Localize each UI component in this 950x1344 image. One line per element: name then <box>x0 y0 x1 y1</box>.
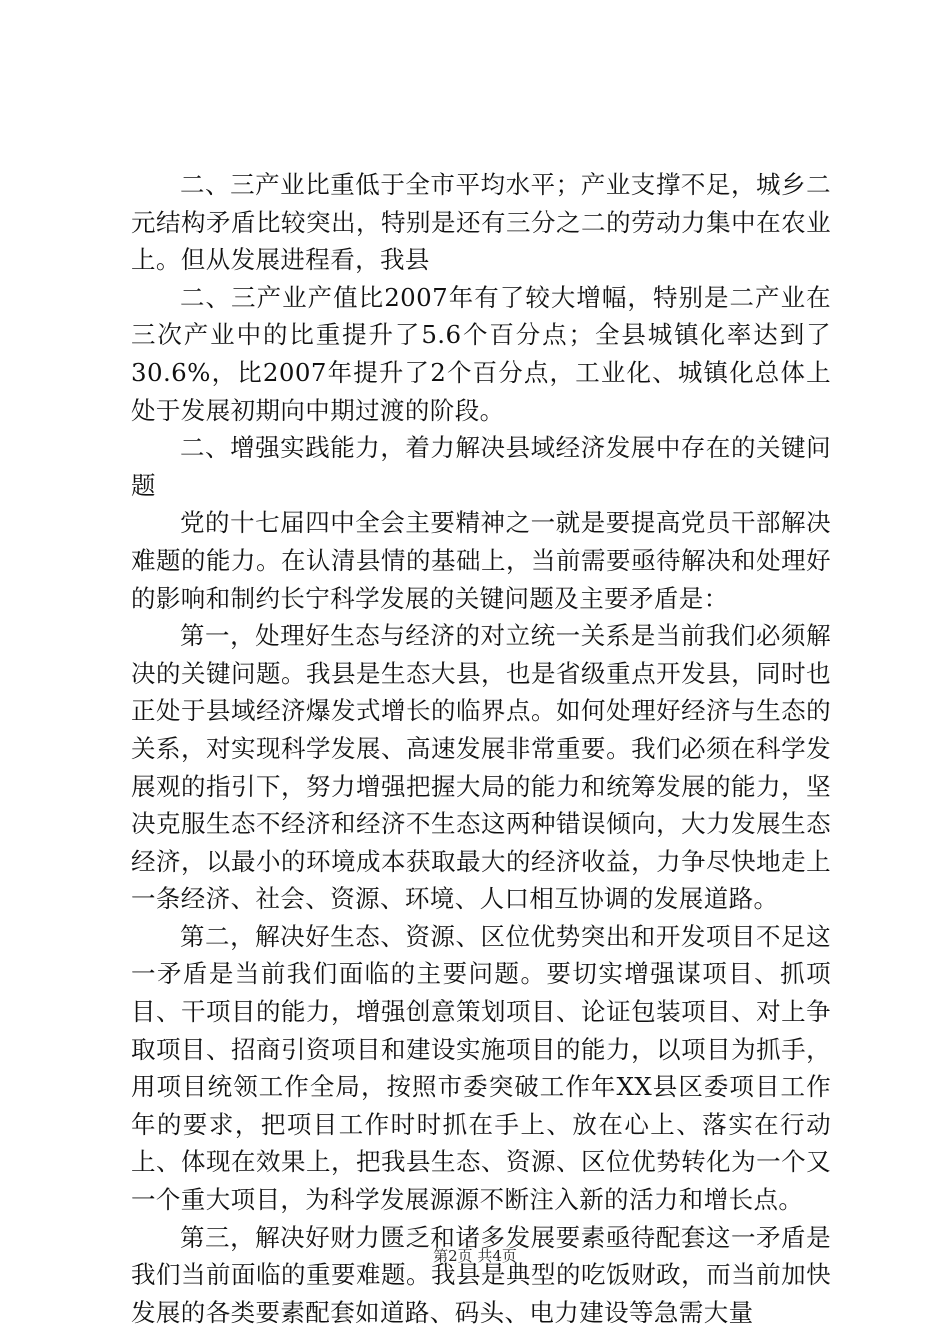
paragraph: 第二，解决好生态、资源、区位优势突出和开发项目不足这一矛盾是当前我们面临的主要问题。要切实增强谋项目、抓项目、干项目的能力，增强创意策划项目、论证包装项目、对上争取项目、招商引资项目和建设实施项目的能力，以项目为抓手，用项目统领工作全局，按照市委突破工作年XX县区委项目工作年的要求，把项目工作时时抓在手上、放在心上、落实在行动上、体现在效果上，把我县生态、资源、区位优势转化为一个又一个重大项目，为科学发展源源不断注入新的活力和增长点。 <box>131 921 831 1215</box>
paragraph: 二、三产业比重低于全市平均水平；产业支撑不足，城乡二元结构矛盾比较突出，特别是还有三分之二的劳动力集中在农业上。但从发展进程看，我县 <box>131 170 831 275</box>
section-heading: 二、增强实践能力，着力解决县域经济发展中存在的关键问题 <box>131 433 831 500</box>
paragraph: 第一，处理好生态与经济的对立统一关系是当前我们必须解决的关键问题。我县是生态大县，也是省级重点开发县，同时也正处于县域经济爆发式增长的临界点。如何处理好经济与生态的关系，对实现科学发展、高速发展非常重要。我们必须在科学发展观的指引下，努力增强把握大局的能力和统筹发展的能力，坚决克服生态不经济和经济不生态这两种错误倾向，大力发展生态经济，以最小的环境成本获取最大的经济收益，力争尽快地走上一条经济、社会、资源、环境、人口相互协调的发展道路。 <box>131 621 831 914</box>
paragraph: 第三，解决好财力匮乏和诸多发展要素亟待配套这一矛盾是我们当前面临的重要难题。我县是典型的吃饭财政，而当前加快发展的各类要素配套如道路、码头、电力建设等急需大量 <box>131 1222 831 1327</box>
document-body <box>131 166 831 1331</box>
page-footer: 第2页 共4页 <box>433 1247 517 1265</box>
paragraph: 党的十七届四中全会主要精神之一就是要提高党员干部解决难题的能力。在认清县情的基础上，当前需要亟待解决和处理好的影响和制约长宁科学发展的关键问题及主要矛盾是： <box>131 508 831 613</box>
paragraph: 二、三产业产值比2007年有了较大增幅，特别是二产业在三次产业中的比重提升了5.6个百分点；全县城镇化率达到了30.6%，比2007年提升了2个百分点，工业化、城镇化总体上处于发展初期向中期过渡的阶段。 <box>131 282 831 425</box>
